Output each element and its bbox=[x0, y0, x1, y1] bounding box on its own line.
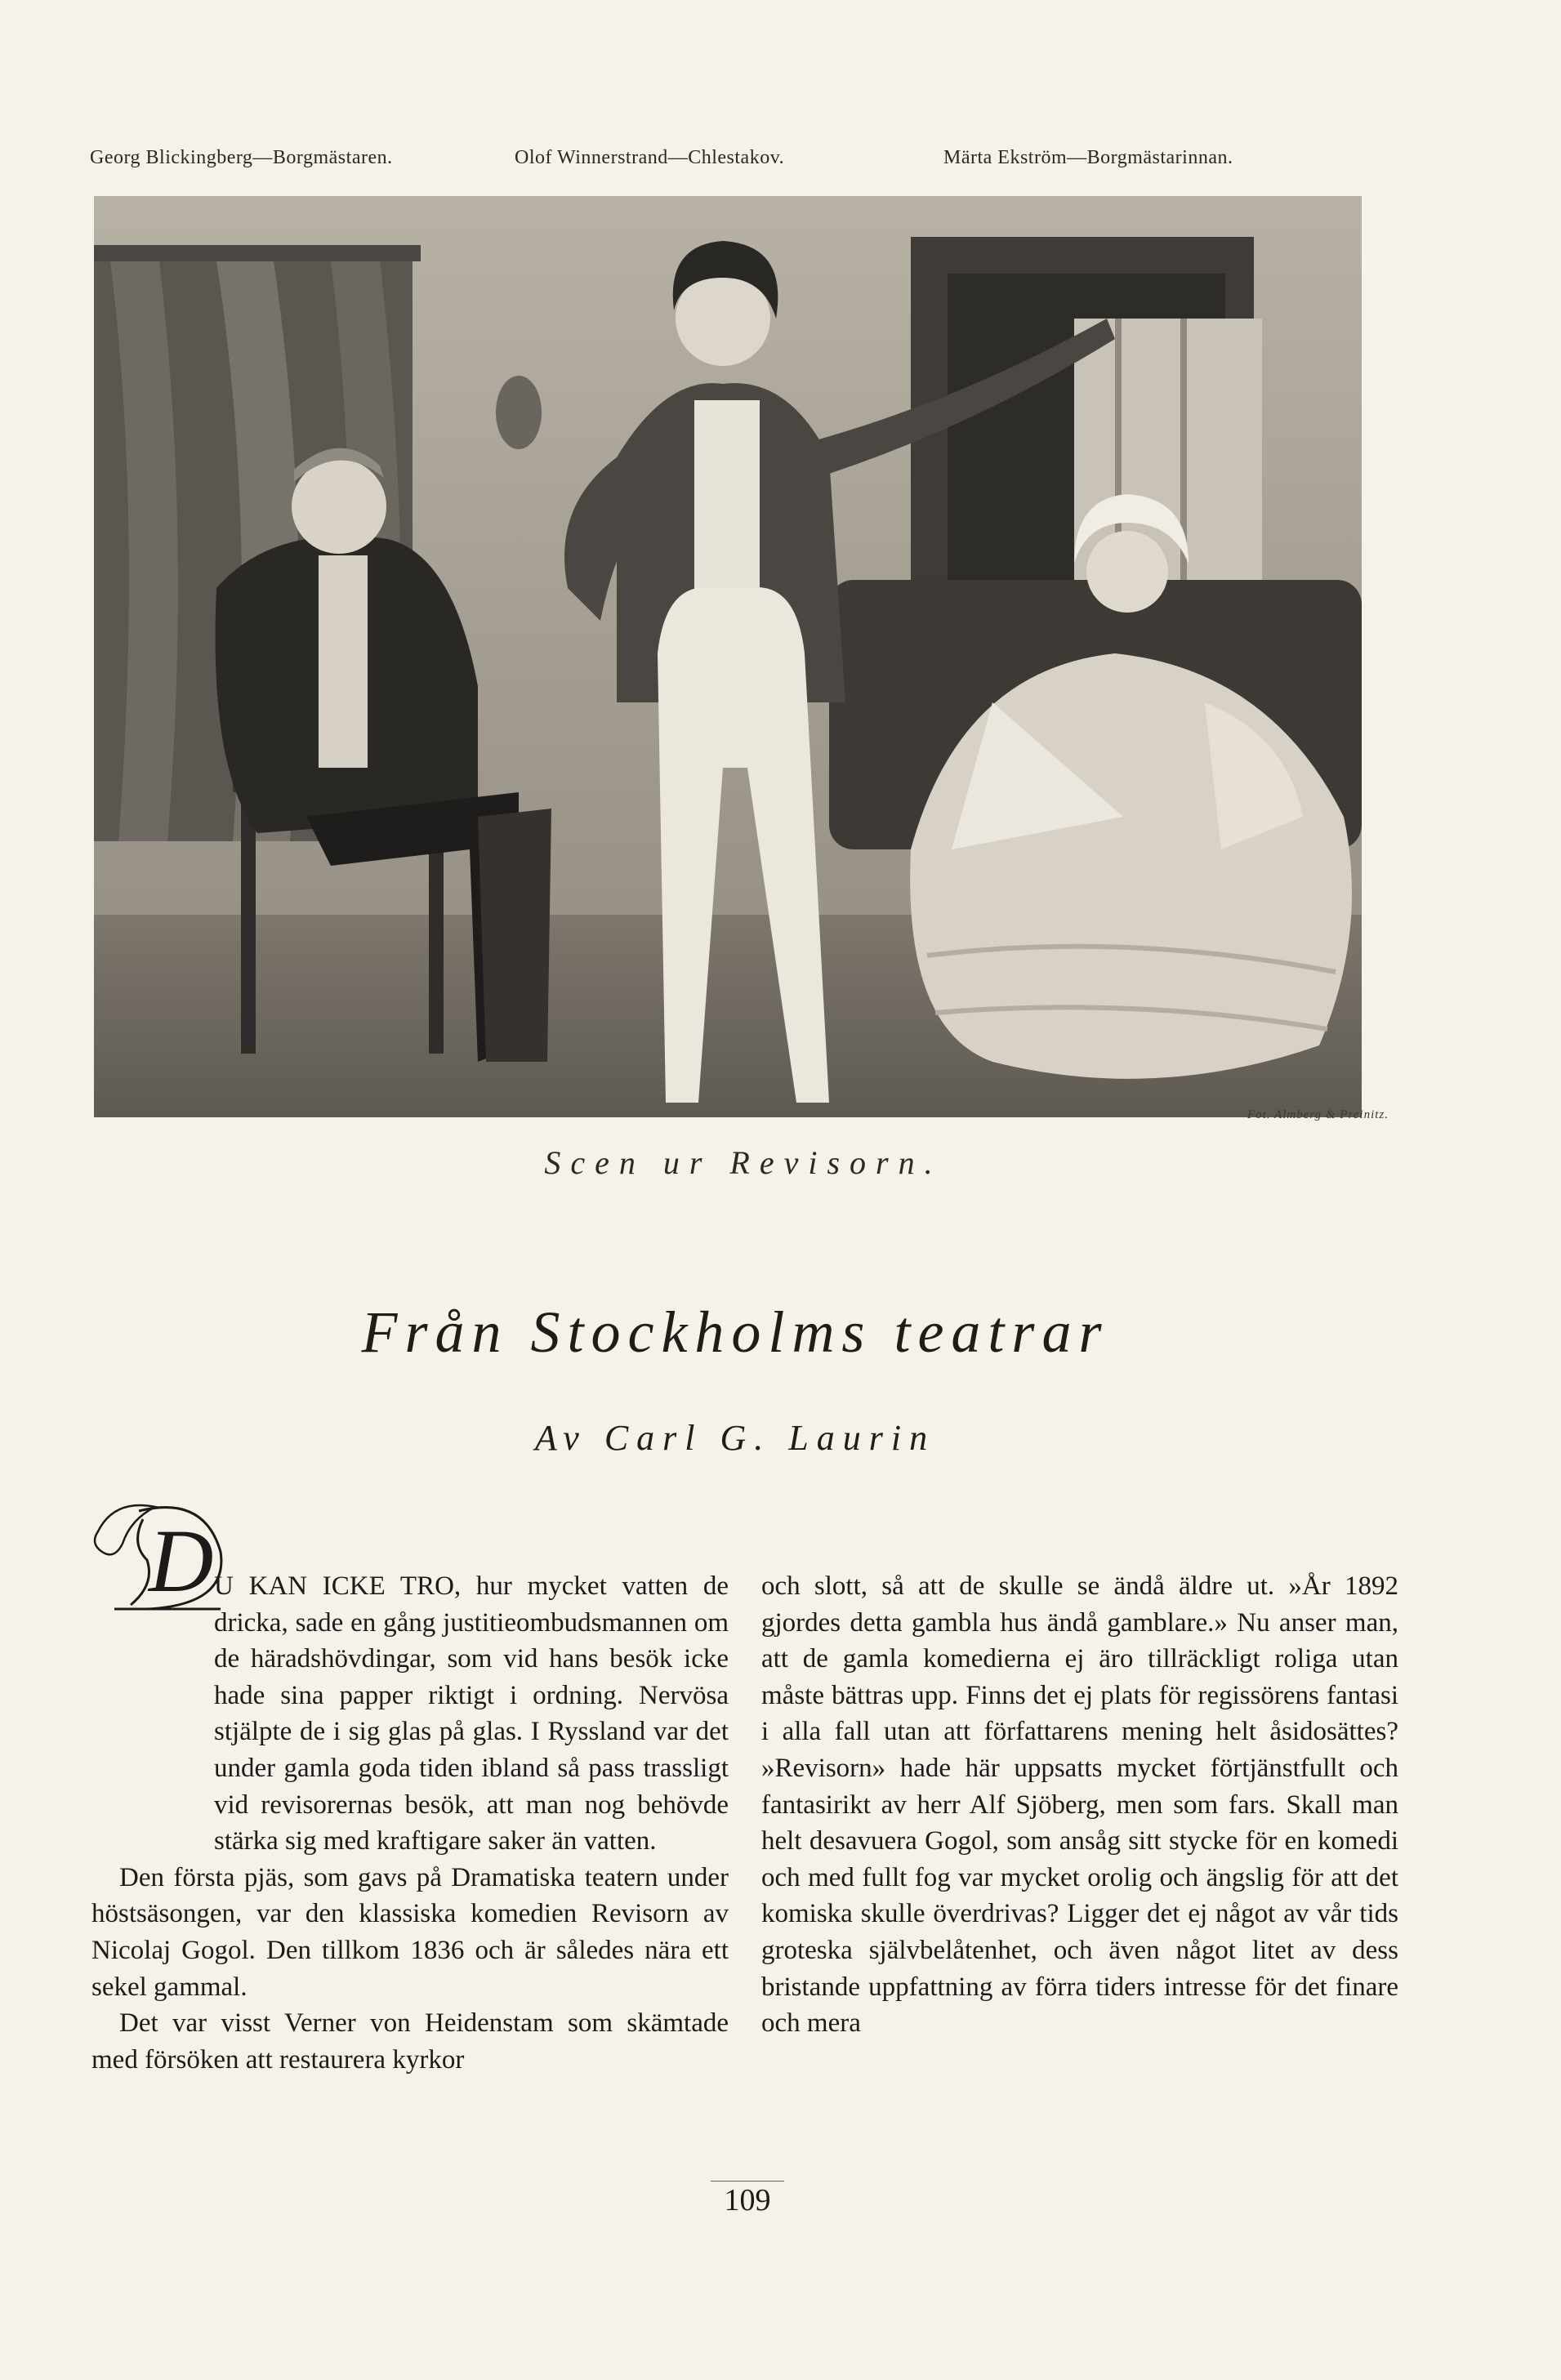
paragraph-continued: och slott, så att de skulle se ändå äldre ut. »År 1892 gjordes detta gambla hus ändå gamblare.» Nu anser man, att de gamla komedierna ej äro tillräckligt roliga utan måste bättras upp. Finns det ej plats för regissörens fantasi i alla fall utan att författarens mening helt åsidosättes? »Revisorn» hade här uppsatts mycket förtjänstfullt och fantasirikt av herr Alf Sjöberg, men som fars. Skall man helt desavuera Gogol, som ansåg sitt stycke för en komedi och med fullt fog var mycket orolig och ängslig för att det komiska skulle överdrivas? Ligger det ej något av vår tids groteska självbelåtenhet, och även något litet av dess bristande uppfattning av förra tiders intresse för det finare och mera bbox=[761, 1571, 1398, 2039]
page-number-rule bbox=[711, 2181, 784, 2182]
photo-credit: Fot. Almberg & Preinitz. bbox=[1247, 1108, 1389, 1121]
page-number: 109 bbox=[724, 2183, 771, 2217]
caption-center: Olof Winnerstrand—Chlestakov. bbox=[515, 147, 785, 168]
left-column bbox=[91, 1568, 729, 2078]
caption-left: Georg Blickingberg—Borgmästaren. bbox=[90, 147, 393, 168]
right-column bbox=[761, 1568, 1398, 2042]
drop-cap-letter: D bbox=[149, 1511, 214, 1611]
stage-scene-illustration bbox=[94, 196, 1362, 1117]
article-byline: Av Carl G. Laurin bbox=[534, 1418, 936, 1458]
caption-right: Märta Ekström—Borgmästarinnan. bbox=[943, 147, 1233, 168]
photo-caption-row bbox=[90, 147, 1299, 180]
article-title: Från Stockholms teatrar bbox=[361, 1299, 1109, 1365]
paragraph-2: Den första pjäs, som gavs på Dramatiska teatern under höstsäsongen, var den klassiska komedien Revisorn av Nicolaj Gogol. Den tillkom 1836 och är således nära ett sekel gammal. bbox=[91, 1862, 729, 2002]
paragraph-3: Det var visst Verner von Heidenstam som skämtade med försöken att restaurera kyrkor bbox=[91, 2008, 729, 2075]
scene-caption: Scen ur Revisorn. bbox=[544, 1144, 943, 1181]
paragraph-1: U KAN ICKE TRO, hur mycket vatten de dricka, sade en gång justitieombudsmannen om de häradshövdingar, som vid hans besök icke hade sina papper riktigt i ordning. Nervösa stjälpte de i sig glas på glas. I Ryssland var det under gamla goda tiden ibland så pass trassligt vid revisorernas besök, att man nog behövde stärka sig med kraftigare saker än vatten. bbox=[214, 1571, 729, 1856]
stage-photograph bbox=[94, 196, 1362, 1117]
